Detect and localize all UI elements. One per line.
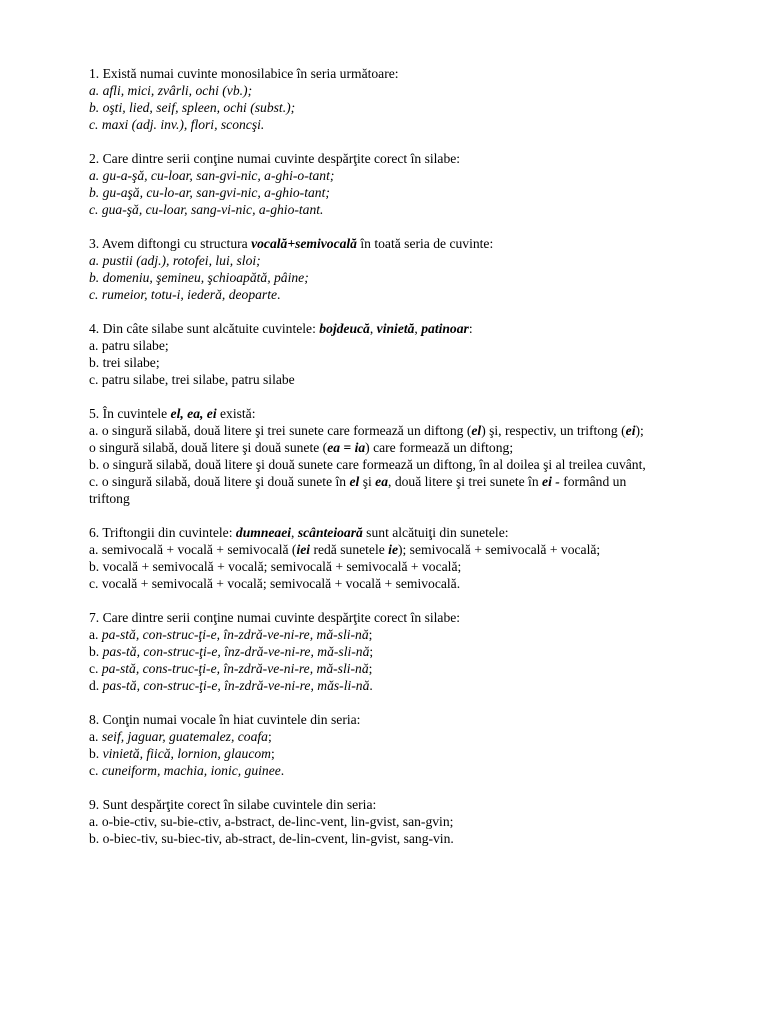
question-5 bbox=[89, 405, 749, 507]
text-segment: ; bbox=[267, 729, 272, 744]
text-segment: în toată seria de cuvinte: bbox=[356, 236, 494, 251]
text-segment: c. vocală + semivocală + vocală; semivocală + vocală + semivocală. bbox=[89, 576, 461, 591]
text-segment: b. bbox=[89, 746, 103, 761]
text-segment: 1. Există numai cuvinte monosilabice în seria următoare: bbox=[89, 66, 399, 81]
text-segment: b. domeniu, şemineu, şchioapătă, pâine; bbox=[89, 270, 309, 285]
text-segment: bojdeucă bbox=[319, 321, 370, 336]
question-7 bbox=[89, 609, 749, 694]
question-list bbox=[89, 65, 749, 864]
text-segment: . bbox=[277, 287, 281, 302]
text-segment: b. trei silabe; bbox=[89, 355, 160, 370]
text-segment: ) şi, respectiv, un triftong ( bbox=[481, 423, 626, 438]
question-text bbox=[89, 65, 749, 82]
answer-line bbox=[89, 677, 749, 694]
text-segment: ea = ia bbox=[327, 440, 366, 455]
text-segment: a. o singură silabă, două litere şi trei sunete care formează un diftong ( bbox=[89, 423, 472, 438]
answer-line bbox=[89, 269, 749, 286]
text-segment: el bbox=[471, 423, 482, 438]
answer-line bbox=[89, 745, 749, 762]
text-segment: ea bbox=[375, 474, 389, 489]
text-segment: , bbox=[414, 321, 422, 336]
text-segment: el bbox=[349, 474, 360, 489]
text-segment: o singură silabă, două litere şi două sunete ( bbox=[89, 440, 328, 455]
text-segment: c. maxi (adj. inv.), flori, sconcşi. bbox=[89, 117, 265, 132]
text-segment: d. bbox=[89, 678, 103, 693]
answer-line bbox=[89, 643, 749, 660]
question-text bbox=[89, 609, 749, 626]
answer-line bbox=[89, 184, 749, 201]
text-segment: 9. Sunt despărţite corect în silabe cuvintele din seria: bbox=[89, 797, 377, 812]
text-segment: . bbox=[369, 678, 373, 693]
text-segment: vocală+semivocală bbox=[251, 236, 357, 251]
text-segment: vinietă bbox=[376, 321, 415, 336]
text-segment: pa-stă, cons-truc-ţi-e, în-zdră-ve-ni-re, mă-sli-nă bbox=[101, 661, 369, 676]
answer-line bbox=[89, 728, 749, 745]
answer-line bbox=[89, 813, 749, 830]
text-segment: şi bbox=[359, 474, 376, 489]
question-9 bbox=[89, 796, 749, 847]
question-text bbox=[89, 235, 749, 252]
answer-line bbox=[89, 99, 749, 116]
text-segment: 4. Din câte silabe sunt alcătuite cuvintele: bbox=[89, 321, 320, 336]
answer-line bbox=[89, 490, 749, 507]
text-segment: redă sunetele bbox=[310, 542, 389, 557]
question-8 bbox=[89, 711, 749, 779]
text-segment: 6. Triftongii din cuvintele: bbox=[89, 525, 236, 540]
text-segment: 5. În cuvintele bbox=[89, 406, 171, 421]
text-segment: a. bbox=[89, 729, 102, 744]
text-segment: b. o singură silabă, două litere şi două sunete care formează un diftong, în al doilea şi al treilea cuvânt, bbox=[89, 457, 646, 472]
text-segment: c. patru silabe, trei silabe, patru silabe bbox=[89, 372, 295, 387]
answer-line bbox=[89, 252, 749, 269]
answer-line bbox=[89, 575, 749, 592]
answer-line bbox=[89, 286, 749, 303]
text-segment: ; bbox=[369, 644, 374, 659]
text-segment: c. gua-şă, cu-loar, sang-vi-nic, a-ghio-tant. bbox=[89, 202, 324, 217]
text-segment: el, ea, ei bbox=[170, 406, 217, 421]
text-segment: b. o-biec-tiv, su-biec-tiv, ab-stract, de-lin-cvent, lin-gvist, sang-vin. bbox=[89, 831, 454, 846]
text-segment: b. vocală + semivocală + vocală; semivocală + semivocală + vocală; bbox=[89, 559, 462, 574]
question-3 bbox=[89, 235, 749, 303]
answer-line bbox=[89, 456, 749, 473]
text-segment: triftong bbox=[89, 491, 130, 506]
text-segment: a. bbox=[89, 627, 102, 642]
question-text bbox=[89, 796, 749, 813]
text-segment: a. pustii (adj.), rotofei, lui, sloi; bbox=[89, 253, 261, 268]
text-segment: b. gu-aşă, cu-lo-ar, san-gvi-nic, a-ghio-tant; bbox=[89, 185, 330, 200]
text-segment: sunt alcătuiţi din sunetele: bbox=[362, 525, 509, 540]
answer-line bbox=[89, 660, 749, 677]
text-segment: c. bbox=[89, 763, 102, 778]
text-segment: . bbox=[280, 763, 285, 778]
text-segment: ); bbox=[635, 423, 644, 438]
answer-line bbox=[89, 558, 749, 575]
text-segment: c. bbox=[89, 661, 102, 676]
answer-line bbox=[89, 473, 749, 490]
text-segment: patinoar bbox=[421, 321, 469, 336]
text-segment: vinietă, fiică, lornion, glaucom bbox=[102, 746, 271, 761]
text-segment: a. patru silabe; bbox=[89, 338, 169, 353]
question-1 bbox=[89, 65, 749, 133]
text-segment: ei - bbox=[542, 474, 560, 489]
question-2 bbox=[89, 150, 749, 218]
text-segment: c. o singură silabă, două litere şi două sunete în bbox=[89, 474, 350, 489]
answer-line bbox=[89, 541, 749, 558]
text-segment: 2. Care dintre serii conţine numai cuvinte despărţite corect în silabe: bbox=[89, 151, 461, 166]
question-text bbox=[89, 320, 749, 337]
answer-line bbox=[89, 201, 749, 218]
text-segment: ; bbox=[270, 746, 275, 761]
text-segment: iei bbox=[296, 542, 311, 557]
text-segment: , bbox=[369, 321, 377, 336]
text-segment: : bbox=[468, 321, 473, 336]
answer-line bbox=[89, 439, 749, 456]
text-segment: dumneaei bbox=[235, 525, 292, 540]
text-segment: ie bbox=[388, 542, 398, 557]
answer-line bbox=[89, 167, 749, 184]
answer-line bbox=[89, 337, 749, 354]
text-segment: seif, jaguar, guatemalez, coafa bbox=[101, 729, 268, 744]
text-segment: ei bbox=[625, 423, 636, 438]
question-text bbox=[89, 524, 749, 541]
question-text bbox=[89, 150, 749, 167]
text-segment: c. rumeior, totu-i, iederă, deoparte bbox=[89, 287, 278, 302]
text-segment: formând un bbox=[559, 474, 627, 489]
answer-line bbox=[89, 830, 749, 847]
text-segment: , două litere şi trei sunete în bbox=[388, 474, 543, 489]
answer-line bbox=[89, 371, 749, 388]
answer-line bbox=[89, 626, 749, 643]
answer-line bbox=[89, 422, 749, 439]
text-segment: ); semivocală + semivocală + vocală; bbox=[397, 542, 601, 557]
text-segment: b. oşti, lied, seif, spleen, ochi (subst.); bbox=[89, 100, 296, 115]
answer-line bbox=[89, 354, 749, 371]
text-segment: 8. Conţin numai vocale în hiat cuvintele din seria: bbox=[89, 712, 361, 727]
text-segment: există: bbox=[216, 406, 256, 421]
text-segment: ) care formează un diftong; bbox=[365, 440, 514, 455]
text-segment: 3. Avem diftongi cu structura bbox=[89, 236, 252, 251]
text-segment: pas-tă, con-struc-ţi-e, înz-dră-ve-ni-re, mă-sli-nă bbox=[102, 644, 370, 659]
text-segment: , bbox=[291, 525, 298, 540]
text-segment: ; bbox=[368, 627, 373, 642]
question-text bbox=[89, 405, 749, 422]
text-segment: a. gu-a-şă, cu-loar, san-gvi-nic, a-ghi-o-tant; bbox=[89, 168, 335, 183]
question-text bbox=[89, 711, 749, 728]
text-segment: pas-tă, con-struc-ţi-e, în-zdră-ve-ni-re, măs-li-nă bbox=[102, 678, 370, 693]
answer-line bbox=[89, 82, 749, 99]
text-segment: ; bbox=[368, 661, 373, 676]
text-segment: a. semivocală + vocală + semivocală ( bbox=[89, 542, 297, 557]
answer-line bbox=[89, 762, 749, 779]
text-segment: b. bbox=[89, 644, 103, 659]
question-6 bbox=[89, 524, 749, 592]
answer-line bbox=[89, 116, 749, 133]
text-segment: 7. Care dintre serii conţine numai cuvinte despărţite corect în silabe: bbox=[89, 610, 461, 625]
text-segment: pa-stă, con-struc-ţi-e, în-zdră-ve-ni-re, mă-sli-nă bbox=[101, 627, 369, 642]
text-segment: cuneiform, machia, ionic, guinee bbox=[101, 763, 281, 778]
text-segment: scânteioară bbox=[297, 525, 363, 540]
text-segment: a. o-bie-ctiv, su-bie-ctiv, a-bstract, de-linc-vent, lin-gvist, san-gvin; bbox=[89, 814, 454, 829]
question-4 bbox=[89, 320, 749, 388]
text-segment: a. afli, mici, zvârli, ochi (vb.); bbox=[89, 83, 253, 98]
